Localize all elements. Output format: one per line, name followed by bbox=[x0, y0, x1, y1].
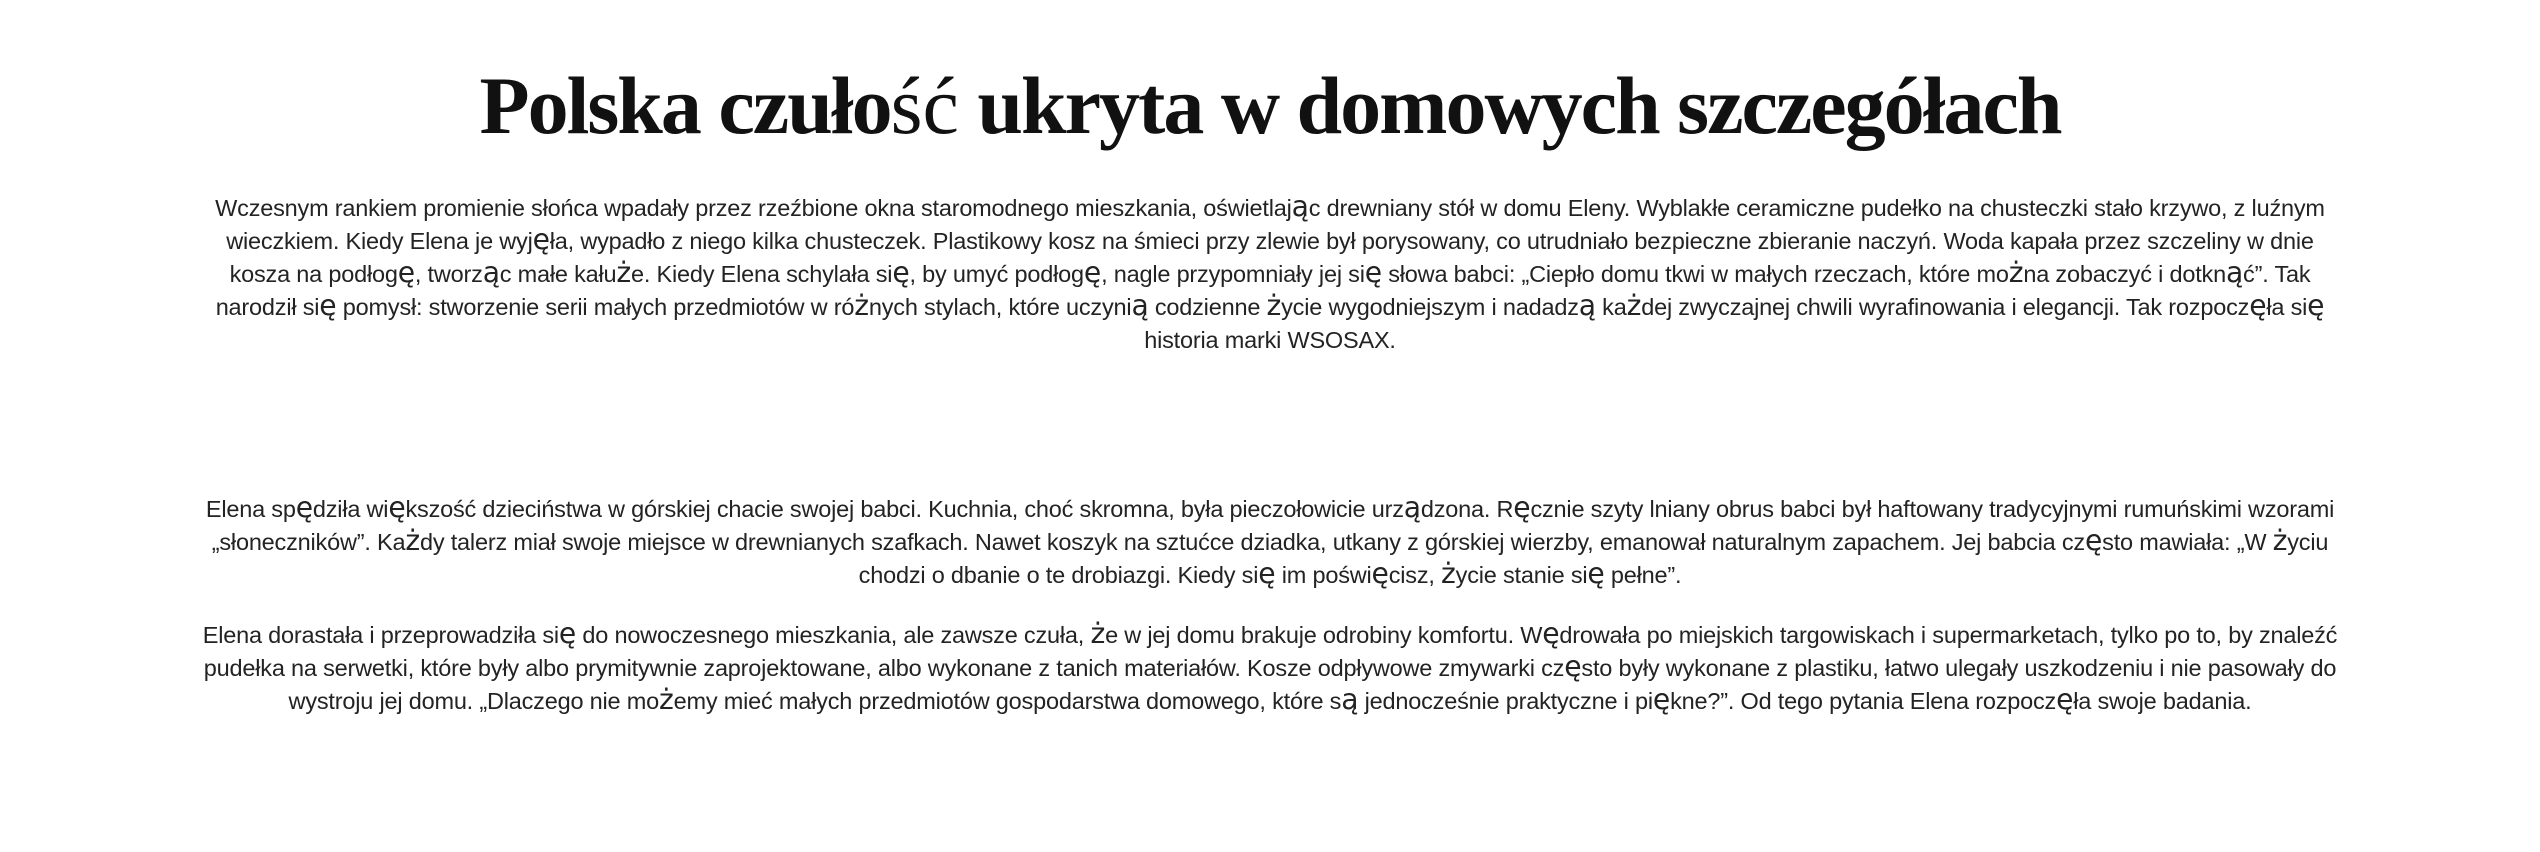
story-paragraph-research: Elena dorastała i przeprowadziła się do nowoczesnego mieszkania, ale zawsze czuła, że w jej domu brakuje odrobiny komfortu. Wędrowała po miejskich targowiskach i supermarketach, tylko po to, by znaleźć pudełka na serwetki, które były albo prymitywnie zaprojektowane, albo wykonane z tanich materiałów. Kosze odpływowe zmywarki często były wykonane z plastiku, łatwo ulegały uszkodzeniu i nie pasowały do wystroju jej domu. „Dlaczego nie możemy mieć małych przedmiotów gospodarstwa domowego, które są jednocześnie praktyczne i piękne?”. Od tego pytania Elena rozpoczęła swoje badania. bbox=[202, 616, 2338, 716]
story-paragraph-childhood: Elena spędziła większość dzieciństwa w górskiej chacie swojej babci. Kuchnia, choć skromna, była pieczołowicie urządzona. Ręcznie szyty lniany obrus babci był haftowany tradycyjnymi rumuńskimi wzorami „słoneczników”. Każdy talerz miał swoje miejsce w drewnianych szafkach. Nawet koszyk na sztućce dziadka, utkany z górskiej wierzby, emanował naturalnym zapachem. Jej babcia często mawiała: „W życiu chodzi o dbanie o te drobiazgi. Kiedy się im poświęcisz, życie stanie się pełne”. bbox=[205, 490, 2335, 590]
article bbox=[0, 60, 2540, 852]
article-page bbox=[0, 60, 2540, 852]
story-paragraph-origin: Wczesnym rankiem promienie słońca wpadały przez rzeźbione okna staromodnego mieszkania, oświetlając drewniany stół w domu Eleny. Wyblakłe ceramiczne pudełko na chusteczki stało krzywo, z luźnym wieczkiem. Kiedy Elena je wyjęła, wypadło z niego kilka chusteczek. Plastikowy kosz na śmieci przy zlewie był porysowany, co utrudniało bezpieczne zbieranie naczyń. Woda kapała przez szczeliny w dnie kosza na podłogę, tworząc małe kałuże. Kiedy Elena schylała się, by umyć podłogę, nagle przypomniały jej się słowa babci: „Ciepło domu tkwi w małych rzeczach, które można zobaczyć i dotknąć”. Tak narodził się pomysł: stworzenie serii małych przedmiotów w różnych stylach, które uczynią codzienne życie wygodniejszym i nadadzą każdej zwyczajnej chwili wyrafinowania i elegancji. Tak rozpoczęła się historia marki WSOSAX. bbox=[215, 189, 2325, 353]
page-title: Polska czułość ukryta w domowych szczegółach bbox=[479, 60, 2061, 151]
